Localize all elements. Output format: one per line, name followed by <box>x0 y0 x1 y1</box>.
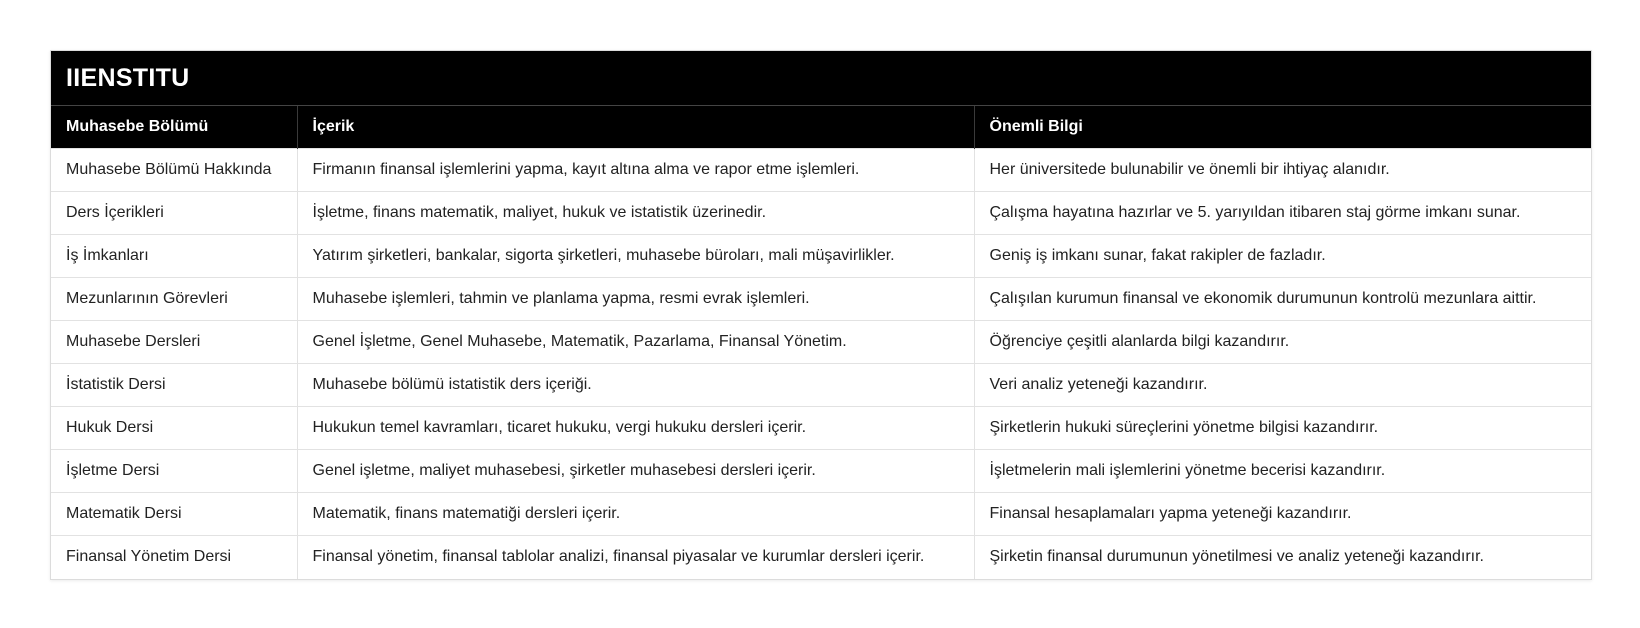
cell-content: Finansal yönetim, finansal tablolar analizi, finansal piyasalar ve kurumlar dersleri içerir. <box>297 536 974 579</box>
header-important-info: Önemli Bilgi <box>974 106 1591 149</box>
table-row <box>51 235 1591 278</box>
header-section: Muhasebe Bölümü <box>51 106 297 149</box>
cell-section: Ders İçerikleri <box>51 192 297 235</box>
cell-content: Genel İşletme, Genel Muhasebe, Matematik, Pazarlama, Finansal Yönetim. <box>297 321 974 364</box>
table-row <box>51 536 1591 579</box>
cell-important-info: Geniş iş imkanı sunar, fakat rakipler de fazladır. <box>974 235 1591 278</box>
cell-content: Genel işletme, maliyet muhasebesi, şirketler muhasebesi dersleri içerir. <box>297 450 974 493</box>
cell-content: Hukukun temel kavramları, ticaret hukuku, vergi hukuku dersleri içerir. <box>297 407 974 450</box>
cell-important-info: Veri analiz yeteneği kazandırır. <box>974 364 1591 407</box>
table-row <box>51 278 1591 321</box>
cell-section: İstatistik Dersi <box>51 364 297 407</box>
table-row <box>51 493 1591 536</box>
info-table <box>51 105 1591 579</box>
brand-title: IIENSTITU <box>51 51 1591 105</box>
cell-important-info: Her üniversitede bulunabilir ve önemli bir ihtiyaç alanıdır. <box>974 149 1591 192</box>
cell-section: Muhasebe Bölümü Hakkında <box>51 149 297 192</box>
cell-important-info: Öğrenciye çeşitli alanlarda bilgi kazandırır. <box>974 321 1591 364</box>
cell-important-info: Şirketin finansal durumunun yönetilmesi ve analiz yeteneği kazandırır. <box>974 536 1591 579</box>
cell-content: Yatırım şirketleri, bankalar, sigorta şirketleri, muhasebe büroları, mali müşavirlikler. <box>297 235 974 278</box>
cell-important-info: Finansal hesaplamaları yapma yeteneği kazandırır. <box>974 493 1591 536</box>
cell-section: İşletme Dersi <box>51 450 297 493</box>
cell-content: Firmanın finansal işlemlerini yapma, kayıt altına alma ve rapor etme işlemleri. <box>297 149 974 192</box>
cell-content: Muhasebe bölümü istatistik ders içeriği. <box>297 364 974 407</box>
cell-section: İş İmkanları <box>51 235 297 278</box>
cell-content: İşletme, finans matematik, maliyet, hukuk ve istatistik üzerinedir. <box>297 192 974 235</box>
cell-content: Matematik, finans matematiği dersleri içerir. <box>297 493 974 536</box>
table-row <box>51 192 1591 235</box>
info-table-card <box>50 50 1592 580</box>
cell-section: Muhasebe Dersleri <box>51 321 297 364</box>
cell-important-info: Çalışılan kurumun finansal ve ekonomik durumunun kontrolü mezunlara aittir. <box>974 278 1591 321</box>
cell-important-info: Çalışma hayatına hazırlar ve 5. yarıyıldan itibaren staj görme imkanı sunar. <box>974 192 1591 235</box>
table-row <box>51 450 1591 493</box>
table-row <box>51 407 1591 450</box>
table-row <box>51 149 1591 192</box>
cell-section: Mezunlarının Görevleri <box>51 278 297 321</box>
table-row <box>51 364 1591 407</box>
cell-important-info: Şirketlerin hukuki süreçlerini yönetme bilgisi kazandırır. <box>974 407 1591 450</box>
header-content: İçerik <box>297 106 974 149</box>
table-row <box>51 321 1591 364</box>
cell-important-info: İşletmelerin mali işlemlerini yönetme becerisi kazandırır. <box>974 450 1591 493</box>
cell-section: Hukuk Dersi <box>51 407 297 450</box>
cell-section: Finansal Yönetim Dersi <box>51 536 297 579</box>
cell-content: Muhasebe işlemleri, tahmin ve planlama yapma, resmi evrak işlemleri. <box>297 278 974 321</box>
cell-section: Matematik Dersi <box>51 493 297 536</box>
table-header-row <box>51 106 1591 149</box>
